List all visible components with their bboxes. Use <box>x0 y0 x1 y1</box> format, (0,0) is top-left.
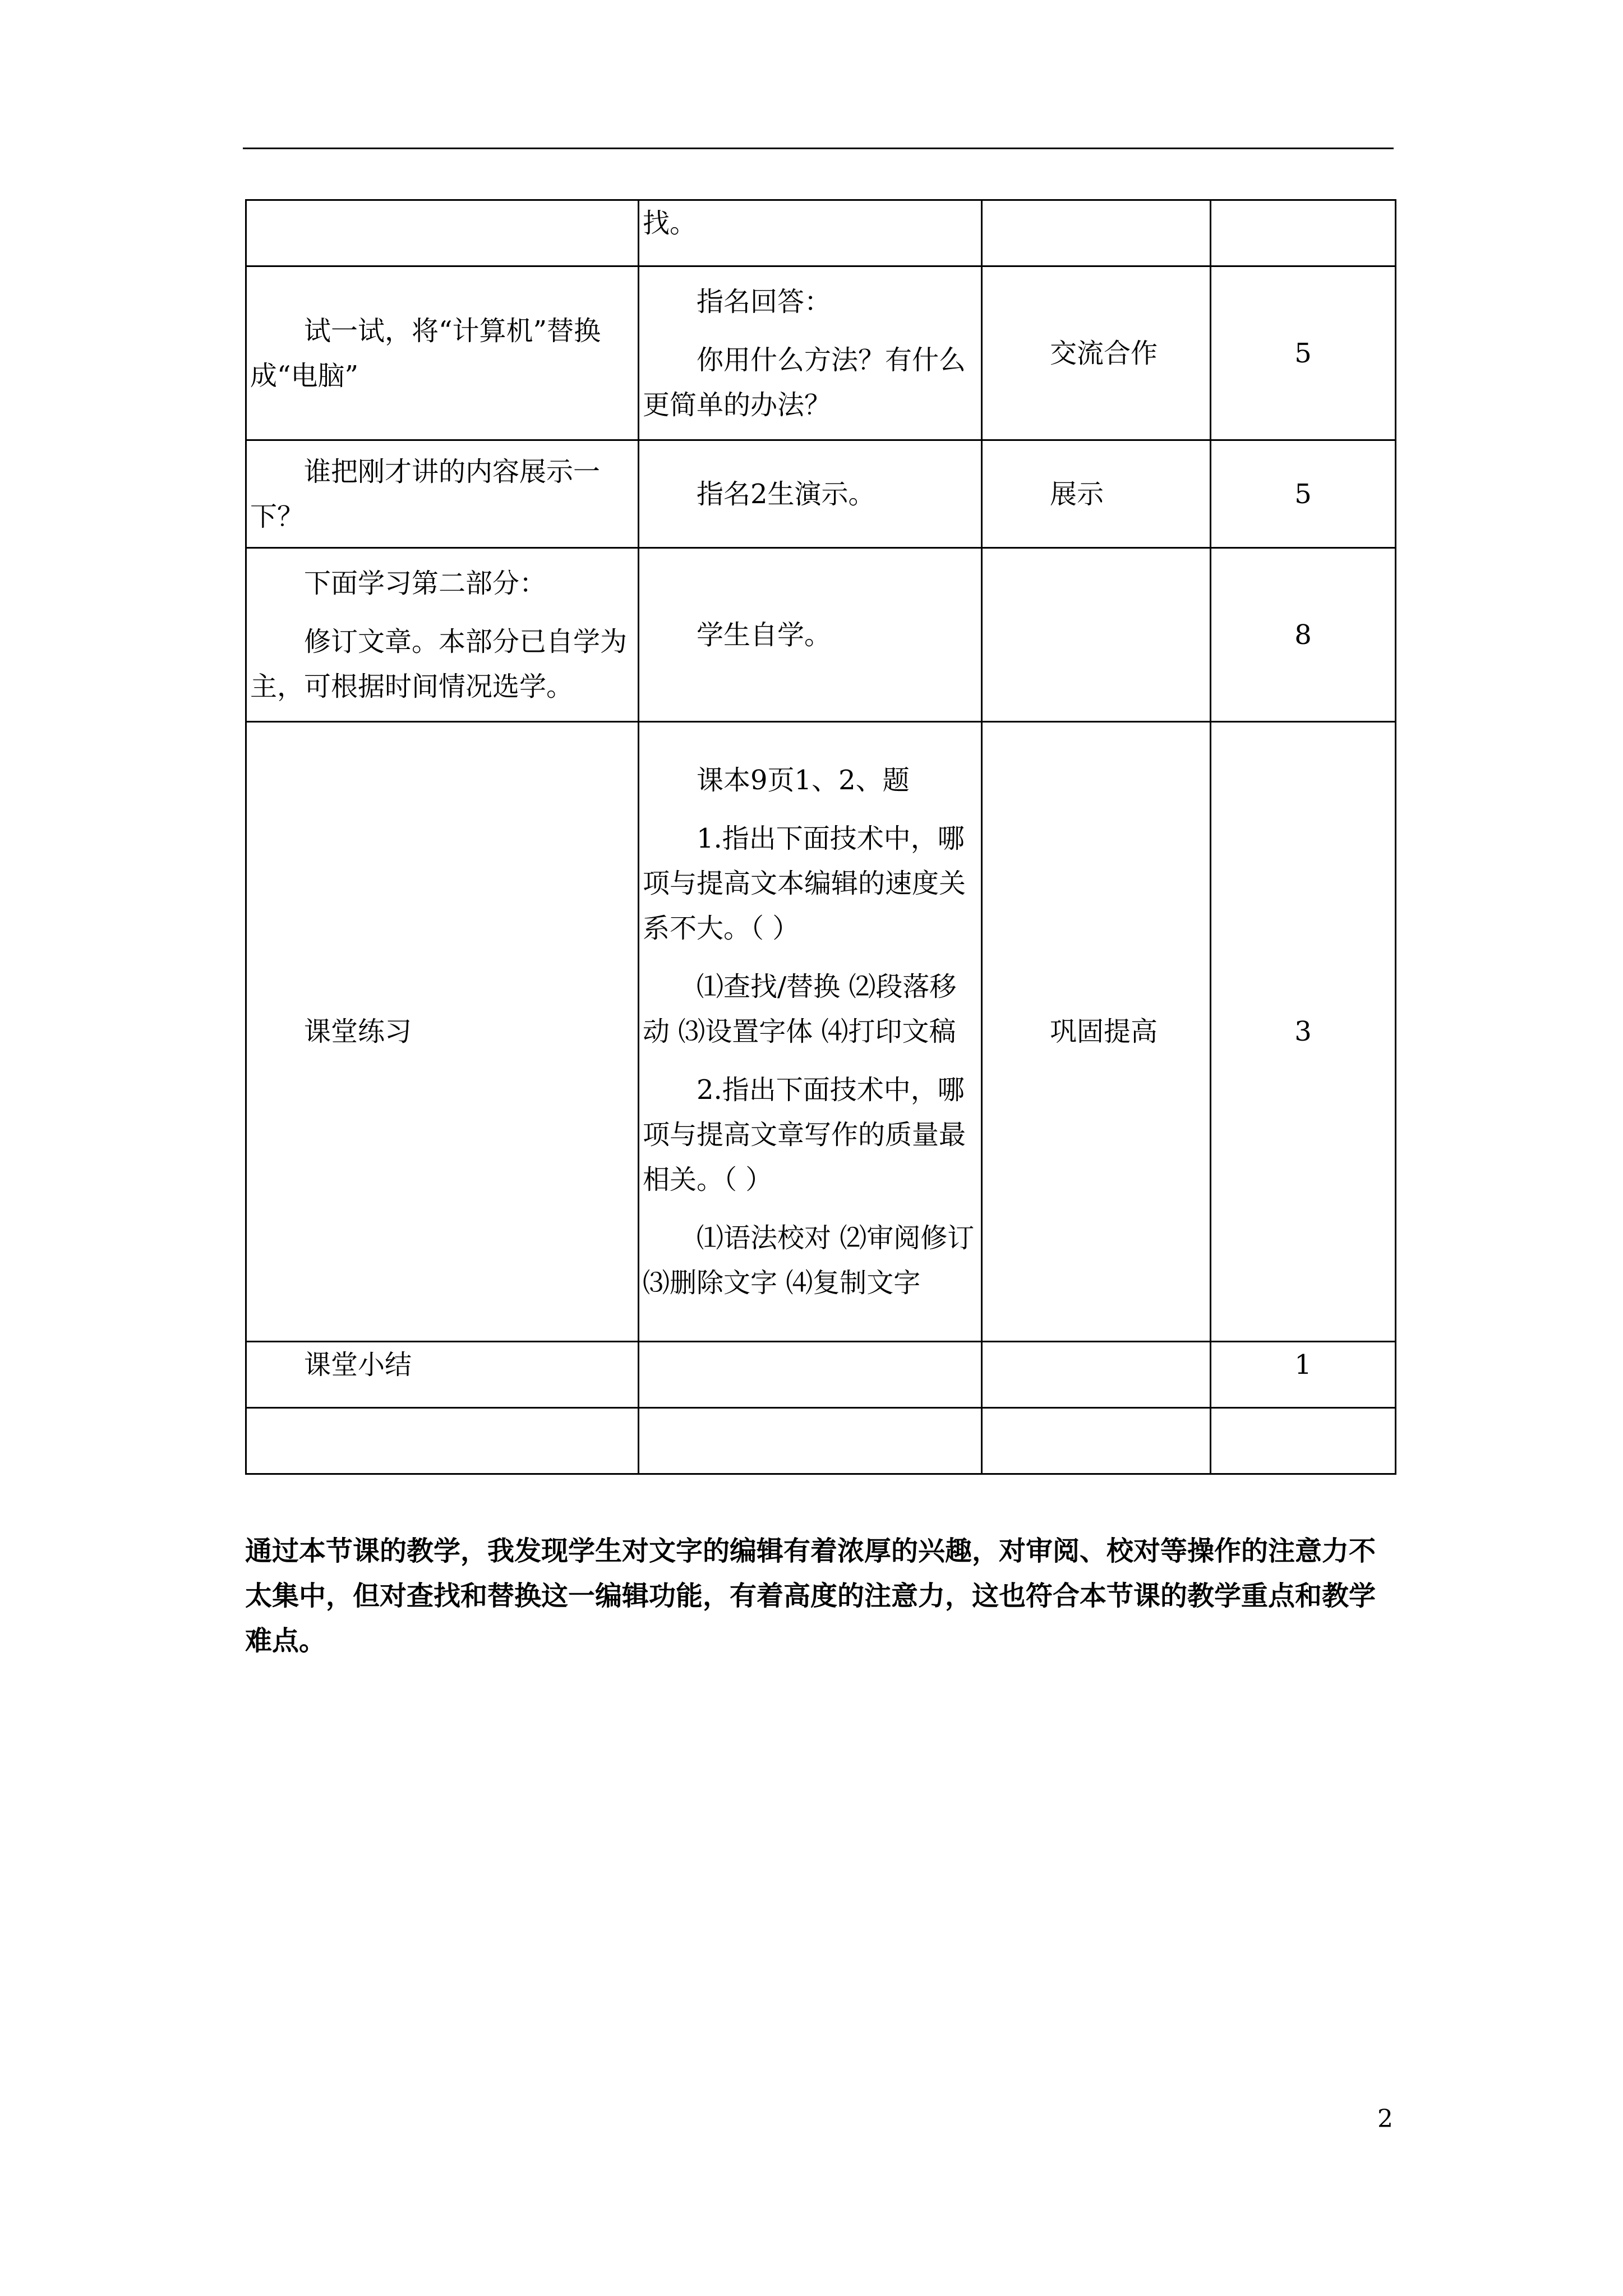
method-cell: 交流合作 <box>982 266 1211 440</box>
teacher-activity-cell <box>246 440 639 548</box>
student-activity-cell <box>639 1408 982 1474</box>
table-row <box>246 1408 1396 1474</box>
teacher-activity-cell <box>246 722 639 1342</box>
student-text: 指名回答： <box>697 286 832 318</box>
student-activity-cell <box>639 722 982 1342</box>
student-text: 找。 <box>643 208 697 239</box>
table-row <box>246 548 1396 722</box>
student-text: ⑴查找/替换 ⑵段落移动 ⑶设置字体 ⑷打印文稿 <box>643 971 957 1047</box>
teacher-activity-cell <box>246 266 639 440</box>
student-text: 指名2生演示。 <box>697 478 875 510</box>
table-row <box>246 722 1396 1342</box>
page-number: 2 <box>1377 2105 1393 2133</box>
method-cell: 展示 <box>982 440 1211 548</box>
student-text: 1.指出下面技术中，哪项与提高文本编辑的速度关系不大。（ ） <box>643 823 966 944</box>
table-row <box>246 440 1396 548</box>
header-rule <box>243 148 1394 149</box>
minutes-cell: 5 <box>1211 266 1396 440</box>
teacher-text: 谁把刚才讲的内容展示一下？ <box>250 455 601 532</box>
teacher-activity-cell <box>246 1342 639 1408</box>
student-text: ⑴语法校对 ⑵审阅修订 ⑶删除文字 ⑷复制文字 <box>643 1222 975 1299</box>
table-row <box>246 1342 1396 1408</box>
student-activity-cell <box>639 548 982 722</box>
lesson-plan-table <box>245 199 1396 1475</box>
minutes-cell: 1 <box>1211 1342 1396 1408</box>
teacher-text: 下面学习第二部分： <box>304 567 547 599</box>
teacher-activity-cell <box>246 1408 639 1474</box>
minutes-cell <box>1211 1408 1396 1474</box>
minutes-cell: 5 <box>1211 440 1396 548</box>
minutes-cell: 3 <box>1211 722 1396 1342</box>
student-text: 2.指出下面技术中，哪项与提高文章写作的质量最相关。（ ） <box>643 1074 966 1195</box>
teacher-text: 修订文章。本部分已自学为主，可根据时间情况选学。 <box>250 625 628 702</box>
method-cell <box>982 1342 1211 1408</box>
student-activity-cell <box>639 266 982 440</box>
student-text: 学生自学。 <box>697 619 832 651</box>
minutes-cell: 8 <box>1211 548 1396 722</box>
teacher-text: 课堂练习 <box>304 1016 412 1047</box>
teaching-reflection: 通过本节课的教学，我发现学生对文字的编辑有着浓厚的兴趣，对审阅、校对等操作的注意力不太集中，但对查找和替换这一编辑功能，有着高度的注意力，这也符合本节课的教学重点和教学难点。 <box>245 1535 1376 1657</box>
method-cell <box>982 200 1211 266</box>
teacher-activity-cell <box>246 548 639 722</box>
table-row <box>246 200 1396 266</box>
student-text: 课本9页1、2、题 <box>697 765 910 796</box>
method-cell <box>982 548 1211 722</box>
student-activity-cell <box>639 1342 982 1408</box>
teacher-text: 试一试，将“计算机”替换成“电脑” <box>250 315 601 392</box>
method-cell <box>982 1408 1211 1474</box>
teacher-text: 课堂小结 <box>304 1349 412 1381</box>
student-activity-cell <box>639 440 982 548</box>
method-cell: 巩固提高 <box>982 722 1211 1342</box>
student-text: 你用什么方法？有什么更简单的办法？ <box>643 344 966 421</box>
table-row <box>246 266 1396 440</box>
minutes-cell <box>1211 200 1396 266</box>
teacher-activity-cell <box>246 200 639 266</box>
student-activity-cell <box>639 200 982 266</box>
